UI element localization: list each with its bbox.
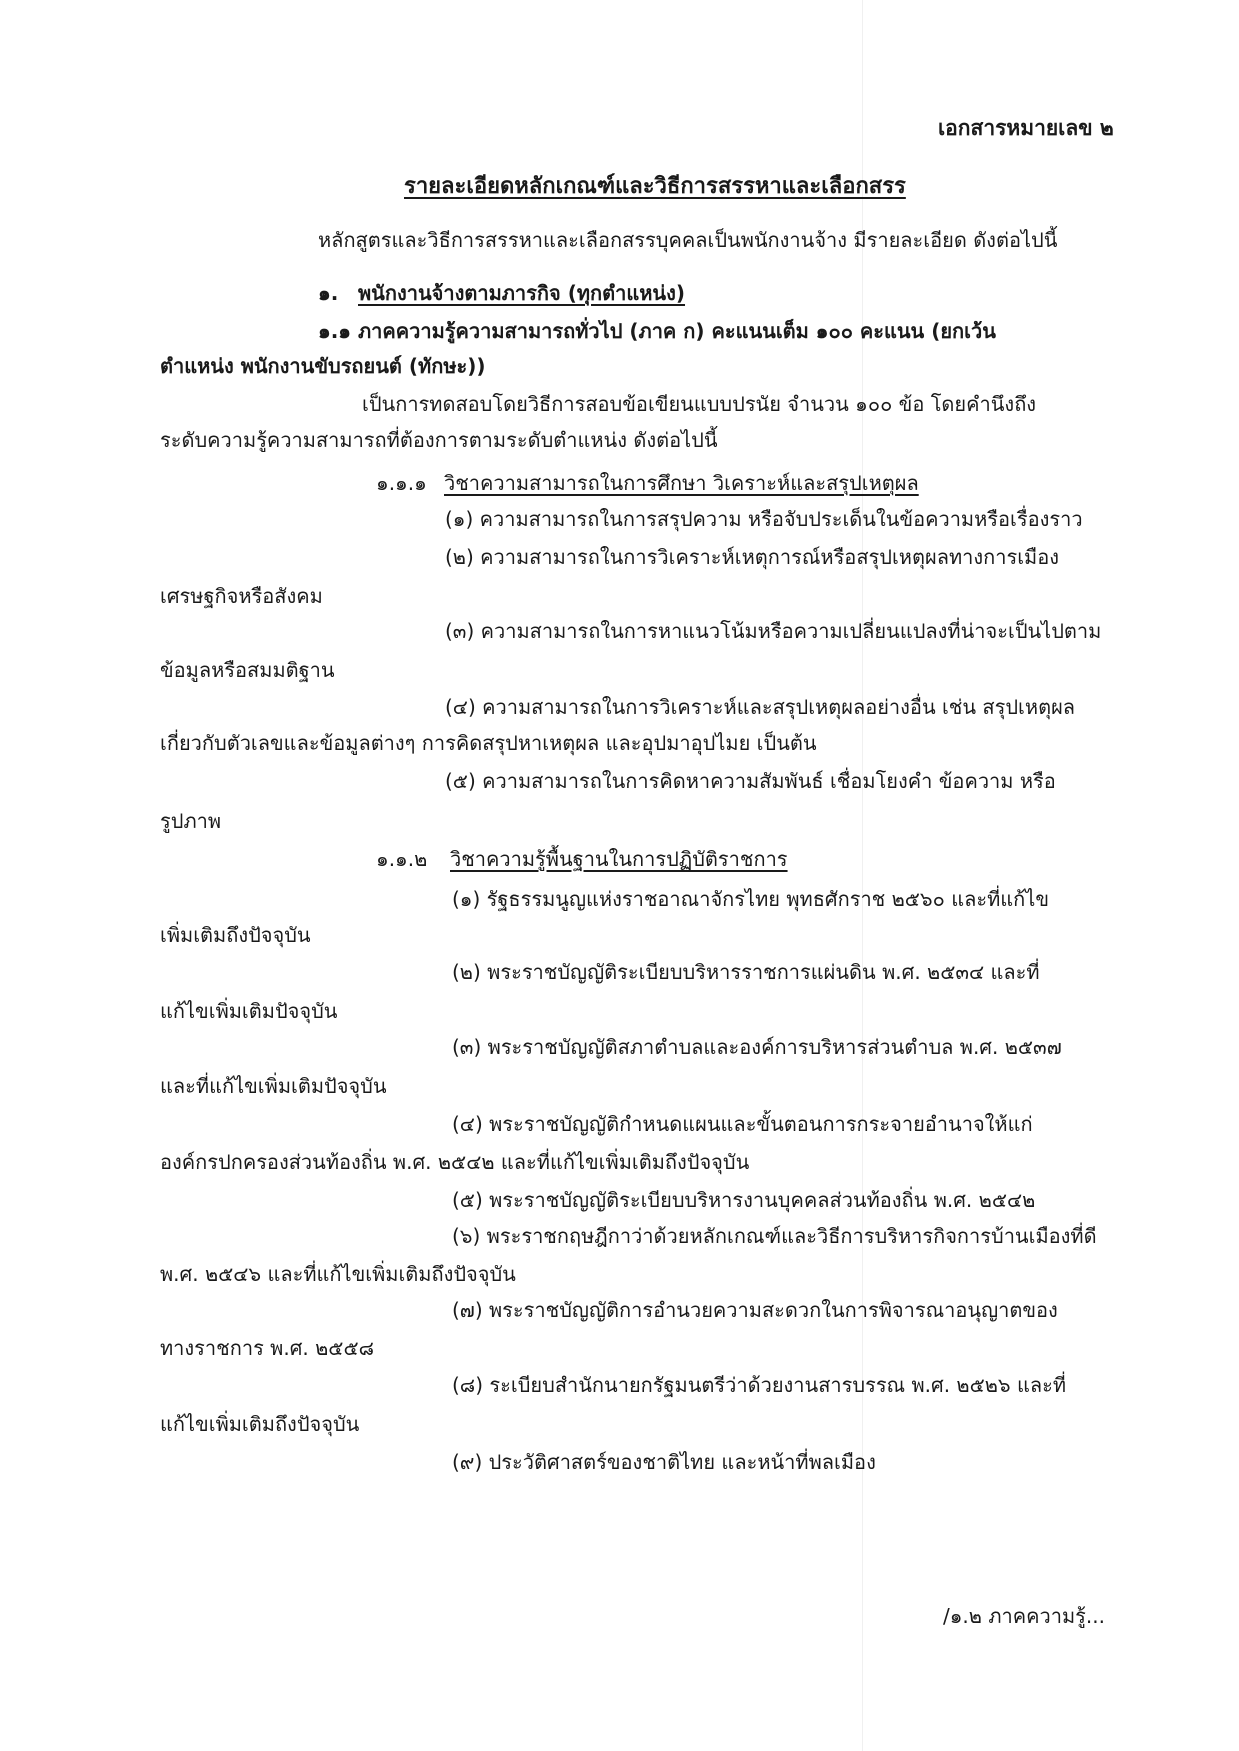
list-item: (๑) รัฐธรรมนูญแห่งราชอาณาจักรไทย พุทธศักราช ๒๕๖๐ และที่แก้ไข <box>452 887 1049 911</box>
list-item-continuation: ข้อมูลหรือสมมติฐาน <box>160 658 335 682</box>
list-item: (๘) ระเบียบสำนักนายกรัฐมนตรีว่าด้วยงานสารบรรณ พ.ศ. ๒๕๒๖ และที่ <box>452 1373 1067 1397</box>
document-number: เอกสารหมายเลข ๒ <box>938 116 1114 140</box>
list-item: (๔) พระราชบัญญัติกำหนดแผนและขั้นตอนการกระจายอำนาจให้แก่ <box>452 1112 1033 1136</box>
list-item-continuation: เศรษฐกิจหรือสังคม <box>160 584 323 608</box>
list-item-continuation: พ.ศ. ๒๕๔๖ และที่แก้ไขเพิ่มเติมถึงปัจจุบัน <box>160 1262 516 1286</box>
list-item-continuation: และที่แก้ไขเพิ่มเติมปัจจุบัน <box>160 1074 387 1098</box>
section-1-1-description-line2: ระดับความรู้ความสามารถที่ต้องการตามระดับตำแหน่ง ดังต่อไปนี้ <box>160 428 718 452</box>
list-item: (๓) พระราชบัญญัติสภาตำบลและองค์การบริหารส่วนตำบล พ.ศ. ๒๕๓๗ <box>452 1035 1062 1059</box>
subject-1-1-2-title: วิชาความรู้พื้นฐานในการปฏิบัติราชการ <box>450 847 788 871</box>
list-item: (๗) พระราชบัญญัติการอำนวยความสะดวกในการพิจารณาอนุญาตของ <box>452 1298 1058 1322</box>
list-item: (๓) ความสามารถในการหาแนวโน้มหรือความเปลี่ยนแปลงที่น่าจะเป็นไปตาม <box>445 619 1102 643</box>
subject-1-1-1-number: ๑.๑.๑ <box>376 471 427 495</box>
section-1-number: ๑. <box>318 281 339 305</box>
list-item: (๔) ความสามารถในการวิเคราะห์และสรุปเหตุผลอย่างอื่น เช่น สรุปเหตุผล <box>445 695 1076 719</box>
list-item-continuation: องค์กรปกครองส่วนท้องถิ่น พ.ศ. ๒๕๔๒ และที่แก้ไขเพิ่มเติมถึงปัจจุบัน <box>160 1150 750 1174</box>
list-item: (๒) พระราชบัญญัติระเบียบบริหารราชการแผ่นดิน พ.ศ. ๒๕๓๔ และที่ <box>452 960 1040 984</box>
list-item-continuation: ทางราชการ พ.ศ. ๒๕๕๘ <box>160 1336 375 1360</box>
page-title: รายละเอียดหลักเกณฑ์และวิธีการสรรหาและเลือกสรร <box>404 174 906 199</box>
list-item: (๙) ประวัติศาสตร์ของชาติไทย และหน้าที่พลเมือง <box>452 1450 876 1474</box>
list-item: (๕) พระราชบัญญัติระเบียบบริหารงานบุคคลส่วนท้องถิ่น พ.ศ. ๒๕๔๒ <box>452 1188 1036 1212</box>
list-item: (๒) ความสามารถในการวิเคราะห์เหตุการณ์หรือสรุปเหตุผลทางการเมือง <box>445 545 1060 569</box>
section-1-1-description-line1: เป็นการทดสอบโดยวิธีการสอบข้อเขียนแบบปรนัย จำนวน ๑๐๐ ข้อ โดยคำนึงถึง <box>362 392 1037 416</box>
scan-fold-line <box>862 0 863 1751</box>
list-item: (๖) พระราชกฤษฎีกาว่าด้วยหลักเกณฑ์และวิธีการบริหารกิจการบ้านเมืองที่ดี <box>452 1224 1097 1248</box>
section-1-1-heading-line1: ๑.๑ ภาคความรู้ความสามารถทั่วไป (ภาค ก) คะแนนเต็ม ๑๐๐ คะแนน (ยกเว้น <box>318 319 996 343</box>
list-item-continuation: เพิ่มเติมถึงปัจจุบัน <box>160 923 311 947</box>
list-item-continuation: รูปภาพ <box>160 809 222 833</box>
intro-text: หลักสูตรและวิธีการสรรหาและเลือกสรรบุคคลเป็นพนักงานจ้าง มีรายละเอียด ดังต่อไปนี้ <box>318 228 1058 252</box>
subject-1-1-2-number: ๑.๑.๒ <box>376 847 428 871</box>
section-1-1-heading-line2: ตำแหน่ง พนักงานขับรถยนต์ (ทักษะ)) <box>160 354 486 378</box>
page-continuation-footer: /๑.๒ ภาคความรู้... <box>943 1604 1105 1628</box>
section-1-title: พนักงานจ้างตามภารกิจ (ทุกตำแหน่ง) <box>358 281 686 305</box>
subject-1-1-1-title: วิชาความสามารถในการศึกษา วิเคราะห์และสรุปเหตุผล <box>444 471 919 495</box>
list-item-continuation: แก้ไขเพิ่มเติมปัจจุบัน <box>160 999 338 1023</box>
list-item: (๕) ความสามารถในการคิดหาความสัมพันธ์ เชื่อมโยงคำ ข้อความ หรือ <box>445 769 1056 793</box>
list-item: (๑) ความสามารถในการสรุปความ หรือจับประเด็นในข้อความหรือเรื่องราว <box>445 507 1083 531</box>
list-item-continuation: เกี่ยวกับตัวเลขและข้อมูลต่างๆ การคิดสรุปหาเหตุผล และอุปมาอุปไมย เป็นต้น <box>160 731 817 755</box>
list-item-continuation: แก้ไขเพิ่มเติมถึงปัจจุบัน <box>160 1412 360 1436</box>
